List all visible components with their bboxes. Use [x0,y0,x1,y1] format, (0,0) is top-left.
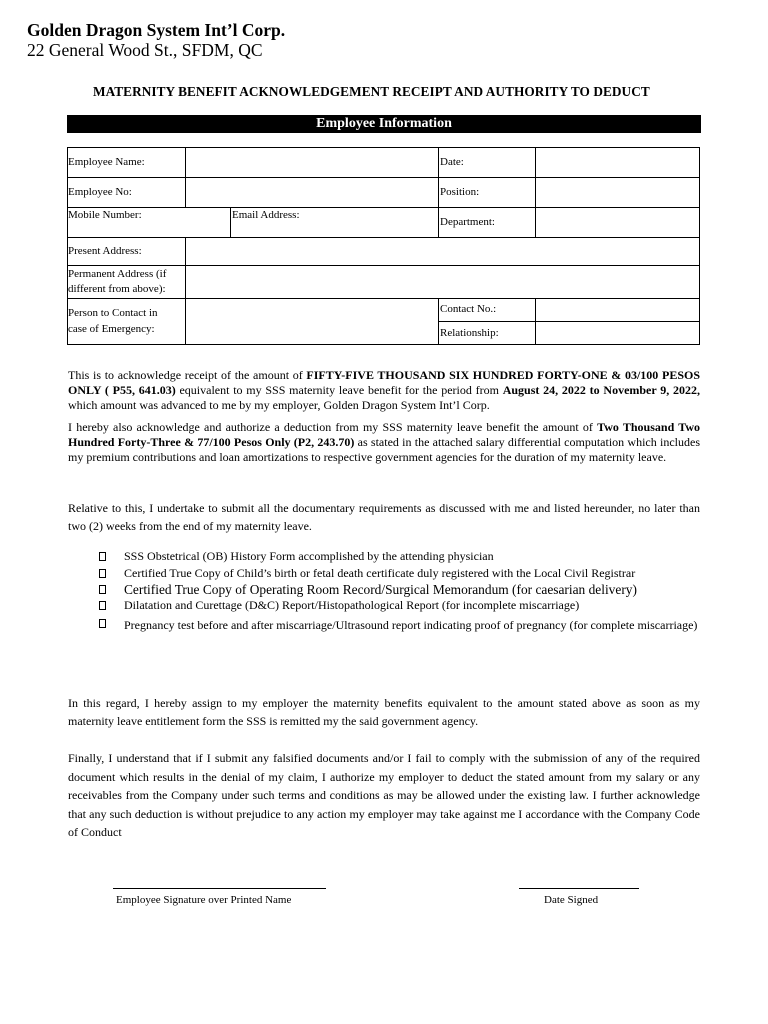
undertaking-paragraph: Relative to this, I undertake to submit all the documentary requirements as discussed with me and listed hereunder, no later than two (2) weeks from the end of my maternity leave. [68,501,700,533]
date-signed-line[interactable] [519,888,639,889]
list-item [99,598,699,614]
deduction-text-2: as stated in the attached salary differential computation which includes my premium contributions and loan amortizations to respective government agencies for the duration of my maternity leave. [68,435,701,465]
ack-period: August 24, 2022 to November 9, 2022, [502,383,701,398]
requirement-text: Pregnancy test before and after miscarriage/Ultrasound report indicating proof of pregnancy (for complete miscarriage) [124,618,698,632]
deduction-paragraph [68,420,700,466]
employee-signature-line[interactable] [113,888,326,889]
employee-no-label-cell [68,178,186,208]
department-label-cell [439,208,536,238]
checkbox-icon[interactable] [99,619,106,628]
company-address: 22 General Wood St., SFDM, QC [27,40,263,60]
position-field[interactable] [536,178,699,208]
assignment-paragraph: In this regard, I hereby assign to my employer the maternity benefits equivalent to the amount stated above as soon as my maternity leave entitlement form the SSS is remitted my the said government agency. [68,696,700,728]
list-item [99,582,699,598]
relationship-label-cell [439,322,536,344]
employee-name-field[interactable] [186,148,439,178]
contact-no-field[interactable] [536,299,699,322]
list-item [99,566,699,582]
present-address-label-cell [68,238,186,266]
present-address-label: Present Address: [68,245,142,257]
ack-amount: FIFTY-FIVE THOUSAND SIX HUNDRED FORTY-ONE & 03/100 PESOS ONLY ( P55, 641.03) [68,368,701,398]
emergency-contact-label-cell [68,299,186,344]
employee-name-label: Employee Name: [68,156,145,168]
employee-info-table [67,147,700,345]
present-address-field[interactable] [186,238,699,266]
employee-signature-label: Employee Signature over Printed Name [116,894,292,906]
emergency-contact-label-line2: case of Emergency: [68,323,155,335]
document-title: MATERNITY BENEFIT ACKNOWLEDGEMENT RECEIPT AND AUTHORITY TO DEDUCT [93,84,650,99]
employee-name-label-cell [68,148,186,178]
requirement-text: Dilatation and Curettage (D&C) Report/Histopathological Report (for incomplete miscarriage) [124,597,580,612]
ack-text-1: This is to acknowledge receipt of the amount of [68,368,307,382]
deduction-amount: Two Thousand Two Hundred Forty-Three & 77/100 Pesos Only (P2, 243.70) [68,420,701,450]
mobile-number-label: Mobile Number: [68,209,142,221]
checkbox-icon[interactable] [99,569,106,578]
authorization-paragraph: Finally, I understand that if I submit any falsified documents and/or I fail to comply with the submission of any of the required document which results in the denial of my claim, I authorize my employer to deduct the stated amount from my salary or any receivables from the Company under such terms and conditions as may be allowed under the existing law. I further acknowledge that any such deduction is without prejudice to any action my employer may take against me I accordance with the Company Code of Conduct [68,751,700,840]
permanent-address-field[interactable] [186,266,699,299]
acknowledgement-paragraph [68,368,700,414]
employee-info-header: Employee Information [67,115,701,133]
emergency-contact-field[interactable] [186,299,439,344]
checkbox-icon[interactable] [99,601,106,610]
requirements-list [99,549,699,634]
employee-no-label: Employee No: [68,186,132,198]
deduction-text-1: I hereby also acknowledge and authorize a deduction from my SSS maternity leave benefit the amount of [68,420,598,434]
date-field[interactable] [536,148,699,178]
date-label-cell [439,148,536,178]
list-item [99,616,699,634]
checkbox-icon[interactable] [99,552,106,561]
relationship-label: Relationship: [440,327,499,339]
ack-text-3: which amount was advanced to me by my employer, Golden Dragon System Int’l Corp. [68,398,490,413]
list-item [99,549,699,565]
employee-no-field[interactable] [186,178,439,208]
date-label: Date: [440,156,464,168]
email-address-cell[interactable] [231,208,439,238]
requirement-text: SSS Obstetrical (OB) History Form accomplished by the attending physician [124,549,494,563]
permanent-address-label-cell [68,266,186,299]
permanent-address-label-line1: Permanent Address (if [68,268,167,280]
position-label-cell [439,178,536,208]
requirement-text: Certified True Copy of Child’s birth or fetal death certificate duly registered with the Local Civil Registrar [124,565,636,580]
requirement-text: Certified True Copy of Operating Room Record/Surgical Memorandum (for caesarian delivery) [124,582,637,597]
relationship-field[interactable] [536,322,699,344]
date-signed-label: Date Signed [544,894,599,906]
checkbox-icon[interactable] [99,585,106,594]
contact-no-label: Contact No.: [440,303,497,315]
ack-text-2: equivalent to my SSS maternity leave benefit for the period from [175,383,503,398]
mobile-number-cell[interactable] [68,208,231,238]
position-label: Position: [440,186,480,198]
permanent-address-label-line2: different from above): [68,283,166,295]
department-label: Department: [440,216,495,228]
contact-no-label-cell [439,299,536,322]
department-field[interactable] [536,208,699,238]
email-address-label: Email Address: [232,209,300,221]
company-name: Golden Dragon System Int’l Corp. [27,20,286,40]
emergency-contact-label-line1: Person to Contact in [68,307,158,319]
